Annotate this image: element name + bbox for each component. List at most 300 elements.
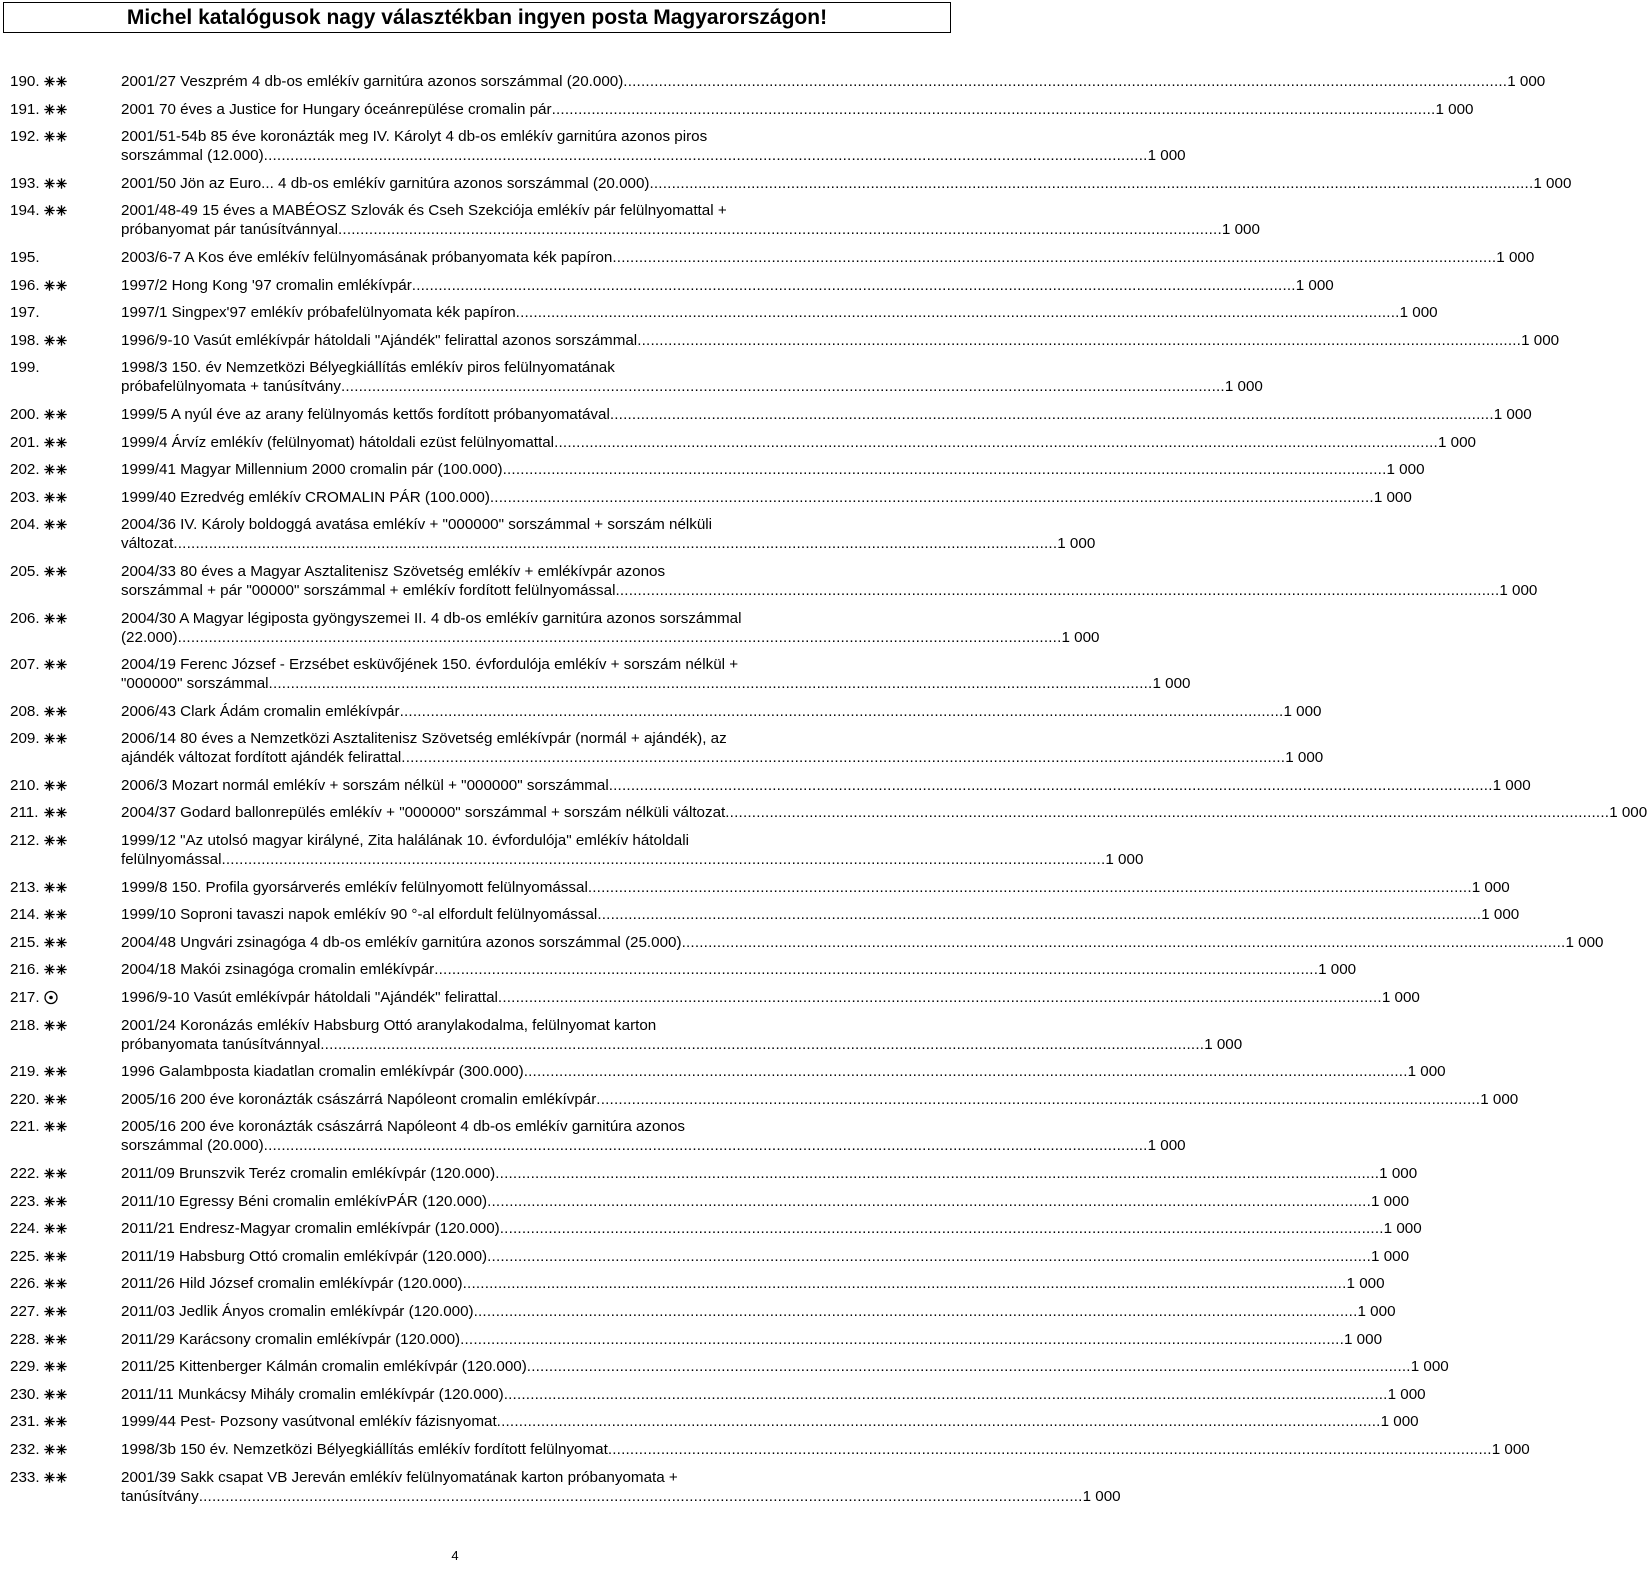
item-mark [43, 1274, 121, 1293]
item-number: 190. [10, 73, 40, 90]
item-number: 225. [10, 1247, 40, 1265]
item-mark [43, 609, 121, 628]
item-number: 218. [10, 1016, 40, 1034]
item-number: 211. [10, 804, 39, 822]
item-number: 216. [10, 961, 40, 979]
item-line [121, 1192, 1410, 1211]
item-number: 204. [10, 516, 40, 534]
item-price: 1 000 [1147, 1137, 1186, 1155]
item-price: 1 000 [1057, 535, 1096, 553]
double-star-icon [43, 433, 71, 452]
item-text: sorszámmal + pár "00000" sorszámmal + emlékív fordított felülnyomással [121, 581, 616, 599]
item-line [121, 1016, 900, 1035]
item-mark [43, 1468, 121, 1487]
double-star-icon [43, 878, 71, 897]
item-description [121, 1247, 1410, 1266]
item-description [121, 988, 1420, 1007]
item-line [121, 1247, 1410, 1266]
item-text: 1999/5 A nyúl éve az arany felülnyomás kettős fordított próbanyomatával [121, 405, 610, 423]
double-star-icon [43, 905, 71, 924]
item-description [121, 1357, 1449, 1376]
item-text: 2011/26 Hild József cromalin emlékívpár (120.000) [121, 1275, 463, 1293]
double-star-icon [43, 960, 71, 979]
postmark-icon [43, 988, 71, 1007]
item-text: 1998/3b 150 év. Nemzetközi Bélyegkiállítás emlékív fordított felülnyomat [121, 1440, 608, 1458]
item-number: 215. [10, 933, 40, 951]
item-price: 1 000 [1565, 933, 1604, 951]
item-line [121, 1440, 1530, 1459]
item-price: 1 000 [1346, 1275, 1385, 1293]
item-price: 1 000 [1221, 221, 1260, 239]
list-item [10, 1247, 1410, 1275]
item-price: 1 000 [1493, 405, 1532, 423]
list-item [10, 702, 1322, 730]
item-text: 1999/10 Soproni tavaszi napok emlékív 90 °-al elfordult felülnyomással [121, 906, 598, 924]
item-description [121, 1412, 1419, 1431]
item-line [121, 878, 1510, 897]
double-star-icon [43, 729, 71, 748]
dot-leader: ........................................................................................................................................................................................................ [487, 1247, 1372, 1265]
item-description [121, 776, 1531, 795]
list-item [10, 1274, 1385, 1302]
item-text: sorszámmal (20.000) [121, 1137, 264, 1155]
item-text: 1996/9-10 Vasút emlékívpár hátoldali "Ajándék" felirattal azonos sorszámmal [121, 331, 638, 349]
item-number: 233. [10, 1468, 40, 1486]
item-line [121, 702, 1322, 721]
dot-leader: ........................................................................................................................................................................................................ [615, 581, 1500, 599]
item-text: 2003/6-7 A Kos éve emlékív felülnyomásának próbanyomata kék papíron [121, 248, 613, 266]
dot-leader: ........................................................................................................................................................................................................ [608, 776, 1493, 794]
list-item [10, 1412, 1419, 1440]
item-line [121, 850, 1144, 869]
item-text: 2004/19 Ferenc József - Erzsébet esküvőjének 150. évfordulója emlékív + sorszám nélkül + [121, 656, 739, 674]
item-price: 1 000 [1435, 100, 1474, 118]
item-number: 197. [10, 304, 40, 322]
list-item [10, 1440, 1530, 1468]
item-number: 206. [10, 609, 40, 627]
item-text: (22.000) [121, 628, 178, 646]
item-number: 208. [10, 702, 40, 720]
item-number: 228. [10, 1330, 40, 1348]
item-mark [43, 905, 121, 924]
item-price: 1 000 [1061, 628, 1100, 646]
item-number: 222. [10, 1165, 40, 1182]
item-mark [43, 1357, 121, 1376]
dot-leader: ........................................................................................................................................................................................................ [263, 1137, 1148, 1155]
item-mark [43, 488, 121, 507]
list-item [10, 460, 1425, 488]
item-text: 2011/21 Endresz-Magyar cromalin emlékívpár (120.000) [121, 1220, 500, 1238]
item-line [121, 562, 900, 581]
item-text: ajándék változat fordított ajándék felirattal [121, 749, 402, 767]
item-line [121, 276, 1334, 295]
item-description [121, 1016, 1243, 1054]
list-item [10, 1468, 1121, 1515]
list-item [10, 905, 1520, 933]
item-description [121, 1274, 1385, 1293]
dot-leader: ........................................................................................................................................................................................................ [526, 1358, 1411, 1376]
item-text: 1999/4 Árvíz emlékív (felülnyomat) hátoldali ezüst felülnyomattal [121, 433, 555, 451]
item-number: 203. [10, 488, 40, 506]
item-text: 2006/43 Clark Ádám cromalin emlékívpár [121, 702, 400, 720]
list-item [10, 1062, 1446, 1090]
item-number: 198. [10, 331, 40, 349]
item-line [121, 201, 900, 220]
item-price: 1 000 [1357, 1302, 1396, 1320]
item-line [121, 674, 1191, 693]
item-mark [43, 803, 121, 822]
item-description [121, 702, 1322, 721]
list-item [10, 1219, 1422, 1247]
item-number: 232. [10, 1440, 40, 1458]
item-mark [43, 433, 121, 452]
item-text: 2011/11 Munkácsy Mihály cromalin emlékívpár (120.000) [121, 1385, 504, 1403]
item-price: 1 000 [1496, 248, 1535, 266]
item-line [121, 1357, 1449, 1376]
item-text: 2001/27 Veszprém 4 db-os emlékív garnitúra azonos sorszámmal (20.000) [121, 73, 624, 90]
item-line [121, 220, 1260, 239]
dot-leader: ........................................................................................................................................................................................................ [177, 628, 1062, 646]
item-description [121, 100, 1474, 119]
item-text: felülnyomással [121, 851, 222, 869]
double-star-icon [43, 1412, 71, 1431]
item-text: 2011/03 Jedlik Ányos cromalin emlékívpár (120.000) [121, 1302, 474, 1320]
item-line [121, 433, 1476, 452]
double-star-icon [43, 1247, 71, 1266]
item-number: 210. [10, 776, 40, 794]
item-line [121, 933, 1604, 952]
item-line [121, 1117, 900, 1136]
item-number: 193. [10, 174, 40, 192]
item-number: 195. [10, 248, 40, 266]
item-text: próbanyomata tanúsítvánnyal [121, 1035, 321, 1053]
item-price: 1 000 [1295, 276, 1334, 294]
item-number: 191. [10, 100, 40, 118]
item-description [121, 331, 1560, 350]
item-price: 1 000 [1492, 776, 1531, 794]
item-text: 2001/39 Sakk csapat VB Jereván emlékív felülnyomatának karton próbanyomata + [121, 1468, 678, 1486]
item-line [121, 988, 1420, 1007]
item-description [121, 905, 1520, 924]
item-description [121, 72, 1546, 91]
double-star-icon [43, 1357, 71, 1376]
item-line [121, 581, 1538, 600]
item-mark [43, 127, 121, 146]
item-price: 1 000 [1204, 1035, 1243, 1053]
item-description [121, 562, 1538, 600]
item-text: 2011/29 Karácsony cromalin emlékívpár (120.000) [121, 1330, 461, 1348]
dot-leader: ........................................................................................................................................................................................................ [221, 851, 1106, 869]
list-item [10, 655, 1191, 702]
item-text: 1998/3 150. év Nemzetközi Bélyegkiállítás emlékív piros felülnyomatának [121, 359, 615, 377]
dot-leader: ........................................................................................................................................................................................................ [523, 1063, 1408, 1081]
list-item [10, 1090, 1519, 1118]
item-mark [43, 988, 121, 1007]
item-mark [43, 276, 121, 295]
double-star-icon [43, 1192, 71, 1211]
item-description [121, 1117, 1186, 1155]
item-description [121, 460, 1425, 479]
item-line [121, 1219, 1422, 1238]
item-mark [43, 460, 121, 479]
item-number: 212. [10, 832, 40, 850]
list-item [10, 127, 1186, 174]
dot-leader: ........................................................................................................................................................................................................ [401, 749, 1286, 767]
dot-leader: ........................................................................................................................................................................................................ [554, 433, 1438, 451]
list-item [10, 803, 1647, 831]
item-price: 1 000 [1609, 804, 1647, 822]
item-description [121, 1440, 1530, 1459]
item-text: 1996/9-10 Vasút emlékívpár hátoldali "Ajándék" felirattal [121, 989, 498, 1007]
dot-leader: ........................................................................................................................................................................................................ [263, 147, 1148, 165]
dot-leader: ........................................................................................................................................................................................................ [515, 304, 1400, 322]
item-price: 1 000 [1373, 488, 1412, 506]
item-description [121, 878, 1510, 897]
item-text: 2011/09 Brunszvik Teréz cromalin emlékívpár (120.000) [121, 1165, 496, 1182]
item-mark [43, 1016, 121, 1035]
item-line [121, 1274, 1385, 1293]
dot-leader: ........................................................................................................................................................................................................ [725, 804, 1610, 822]
item-line [121, 1385, 1426, 1404]
item-line [121, 100, 1474, 119]
item-line [121, 1412, 1419, 1431]
list-item [10, 248, 1535, 276]
dot-leader: ........................................................................................................................................................................................................ [497, 989, 1382, 1007]
item-mark [43, 1385, 121, 1404]
item-mark [43, 878, 121, 897]
item-mark [43, 1062, 121, 1081]
item-text: 2011/25 Kittenberger Kálmán cromalin emlékívpár (120.000) [121, 1358, 527, 1376]
list-item [10, 1302, 1396, 1330]
item-description [121, 1330, 1383, 1349]
item-price: 1 000 [1224, 378, 1263, 396]
double-star-icon [43, 831, 71, 850]
item-price: 1 000 [1318, 961, 1357, 979]
item-price: 1 000 [1407, 1063, 1446, 1081]
item-mark [43, 1302, 121, 1321]
item-line [121, 1330, 1383, 1349]
list-item [10, 358, 1263, 405]
dot-leader: ........................................................................................................................................................................................................ [681, 933, 1566, 951]
item-price: 1 000 [1491, 1440, 1530, 1458]
item-text: 2006/14 80 éves a Nemzetközi Asztalitenisz Szövetség emlékívpár (normál + ajándék), az [121, 730, 727, 748]
item-text: 2004/18 Makói zsinagóga cromalin emlékívpár [121, 961, 435, 979]
item-line [121, 1468, 900, 1487]
item-line [121, 1487, 1121, 1506]
item-text: 2001/50 Jön az Euro... 4 db-os emlékív garnitúra azonos sorszámmal (20.000) [121, 174, 650, 192]
item-price: 1 000 [1507, 73, 1546, 90]
list-item [10, 433, 1476, 461]
double-star-icon [43, 1164, 71, 1183]
double-star-icon [43, 702, 71, 721]
item-mark [43, 72, 121, 91]
item-description [121, 276, 1334, 295]
double-star-icon [43, 405, 71, 424]
item-price: 1 000 [1533, 174, 1572, 192]
item-text: 2001 70 éves a Justice for Hungary óceánrepülése cromalin pár [121, 100, 552, 118]
item-number: 226. [10, 1275, 40, 1293]
item-text: 2004/33 80 éves a Magyar Asztalitenisz Szövetség emlékív + emlékívpár azonos [121, 562, 666, 580]
item-text: próbanyomat pár tanúsítvánnyal [121, 221, 338, 239]
item-description [121, 1192, 1410, 1211]
item-price: 1 000 [1285, 749, 1324, 767]
list-item [10, 303, 1438, 331]
item-number: 200. [10, 405, 40, 423]
double-star-icon [43, 460, 71, 479]
double-star-icon [43, 72, 71, 91]
item-price: 1 000 [1386, 461, 1425, 479]
item-description [121, 201, 1260, 239]
dot-leader: ........................................................................................................................................................................................................ [649, 174, 1534, 192]
item-text: 1999/40 Ezredvég emlékív CROMALIN PÁR (100.000) [121, 488, 490, 506]
dot-leader: ........................................................................................................................................................................................................ [489, 488, 1374, 506]
item-line [121, 1164, 1418, 1183]
item-line [121, 729, 900, 748]
double-star-icon [43, 1440, 71, 1459]
double-star-icon [43, 803, 71, 822]
item-description [121, 803, 1647, 822]
item-price: 1 000 [1480, 1090, 1519, 1108]
item-description [121, 127, 1186, 165]
item-price: 1 000 [1499, 581, 1538, 599]
item-line [121, 358, 900, 377]
list-item [10, 1164, 1418, 1192]
double-star-icon [43, 933, 71, 952]
item-number: 223. [10, 1192, 40, 1210]
item-number: 227. [10, 1302, 40, 1320]
item-text: próbafelülnyomata + tanúsítvány [121, 378, 341, 396]
list-item [10, 100, 1474, 128]
list-item [10, 729, 1324, 776]
list-item [10, 174, 1572, 202]
item-price: 1 000 [1380, 1413, 1419, 1431]
item-description [121, 515, 1096, 553]
item-description [121, 358, 1263, 396]
item-mark [43, 655, 121, 674]
item-line [121, 248, 1535, 267]
dot-leader: ........................................................................................................................................................................................................ [637, 331, 1522, 349]
list-item [10, 609, 1100, 656]
dot-leader: ........................................................................................................................................................................................................ [460, 1330, 1345, 1348]
list-item [10, 1016, 1243, 1063]
item-mark [43, 331, 121, 350]
item-mark [43, 405, 121, 424]
item-text: változat [121, 535, 174, 553]
item-line [121, 488, 1412, 507]
dot-leader: ........................................................................................................................................................................................................ [487, 1192, 1372, 1210]
dot-leader: ........................................................................................................................................................................................................ [198, 1487, 1083, 1505]
item-text: 2004/37 Godard ballonrepülés emlékív + "000000" sorszámmal + sorszám nélküli változat [121, 804, 726, 822]
list-item [10, 515, 1096, 562]
item-mark [43, 1090, 121, 1109]
item-price: 1 000 [1387, 1385, 1426, 1403]
item-number: 221. [10, 1118, 40, 1136]
item-number: 217. [10, 989, 40, 1007]
item-description [121, 933, 1604, 952]
item-price: 1 000 [1381, 989, 1420, 1007]
item-number: 202. [10, 461, 40, 479]
item-text: 1997/2 Hong Kong '97 cromalin emlékívpár [121, 276, 412, 294]
dot-leader: ........................................................................................................................................................................................................ [268, 675, 1153, 693]
item-mark [43, 933, 121, 952]
item-mark [43, 1192, 121, 1211]
item-number: 229. [10, 1358, 40, 1376]
double-star-icon [43, 1016, 71, 1035]
item-text: 2001/48-49 15 éves a MABÉOSZ Szlovák és Cseh Szekciója emlékív pár felülnyomattal + [121, 202, 727, 220]
item-line [121, 776, 1531, 795]
double-star-icon [43, 776, 71, 795]
double-star-icon [43, 1330, 71, 1349]
item-price: 1 000 [1410, 1358, 1449, 1376]
item-text: 2005/16 200 éve koronázták császárrá Napóleont cromalin emlékívpár [121, 1090, 597, 1108]
item-description [121, 1062, 1446, 1081]
item-price: 1 000 [1152, 675, 1191, 693]
item-text: 2001/51-54b 85 éve koronázták meg IV. Károlyt 4 db-os emlékív garnitúra azonos piros [121, 128, 708, 146]
item-mark [43, 248, 121, 267]
item-mark [43, 201, 121, 220]
double-star-icon [43, 1117, 71, 1136]
list-item [10, 72, 1546, 100]
item-line [121, 460, 1425, 479]
dot-leader: ........................................................................................................................................................................................................ [411, 276, 1296, 294]
list-item [10, 1330, 1383, 1358]
list-item [10, 1357, 1449, 1385]
list-item [10, 331, 1560, 359]
item-text: 1996 Galambposta kiadatlan cromalin emlékívpár (300.000) [121, 1063, 524, 1081]
dot-leader: ........................................................................................................................................................................................................ [503, 1385, 1388, 1403]
item-description [121, 609, 1100, 647]
double-star-icon [43, 515, 71, 534]
dot-leader: ........................................................................................................................................................................................................ [502, 461, 1387, 479]
dot-leader: ........................................................................................................................................................................................................ [587, 878, 1472, 896]
item-text: "000000" sorszámmal [121, 675, 269, 693]
item-line [121, 831, 900, 850]
item-line [121, 1090, 1519, 1109]
list-item [10, 988, 1420, 1016]
item-price: 1 000 [1379, 1165, 1418, 1182]
list-item [10, 405, 1532, 433]
item-number: 205. [10, 562, 40, 580]
item-mark [43, 562, 121, 581]
item-description [121, 1302, 1396, 1321]
item-description [121, 488, 1412, 507]
item-text: 2011/10 Egressy Béni cromalin emlékívPÁR (120.000) [121, 1192, 488, 1210]
item-line [121, 534, 1096, 553]
list-item [10, 201, 1260, 248]
item-line [121, 1062, 1446, 1081]
item-description [121, 1090, 1519, 1109]
double-star-icon [43, 1219, 71, 1238]
list-item [10, 562, 1538, 609]
item-mark [43, 1117, 121, 1136]
item-number: 196. [10, 276, 40, 294]
item-description [121, 831, 1144, 869]
dot-leader: ........................................................................................................................................................................................................ [495, 1165, 1380, 1182]
item-number: 209. [10, 730, 40, 748]
item-text: 1999/44 Pest- Pozsony vasútvonal emlékív fázisnyomat [121, 1413, 497, 1431]
item-line [121, 960, 1357, 979]
item-number: 201. [10, 433, 40, 451]
dot-leader: ........................................................................................................................................................................................................ [612, 248, 1497, 266]
item-line [121, 146, 1186, 165]
dot-leader: ........................................................................................................................................................................................................ [623, 73, 1508, 90]
item-price: 1 000 [1283, 702, 1322, 720]
item-line [121, 127, 900, 146]
item-number: 224. [10, 1220, 40, 1238]
item-number: 220. [10, 1090, 40, 1108]
item-description [121, 655, 1191, 693]
item-mark [43, 729, 121, 748]
